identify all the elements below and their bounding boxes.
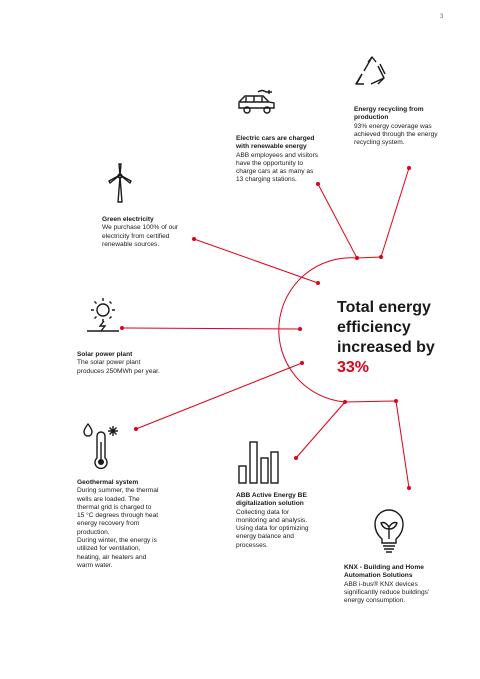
electric-cars-title: Electric cars are charged with renewable energy: [236, 135, 315, 151]
knx-title: KNX - Building and Home Automation Solutions: [344, 564, 424, 580]
energy-recycling-desc: 93% energy coverage was achieved through the energy recycling system.: [354, 122, 438, 147]
geothermal-desc: During summer, the thermal wells are loaded. The thermal grid is charged to 15 °C degrees through heat energy recovery from production. During winter, the energy is utilized for ventilation, heating, air heaters and warm water.: [77, 487, 159, 569]
green-electricity-block: [102, 216, 178, 249]
headline-percent: 33%: [337, 359, 370, 376]
solar-power-title: Solar power plant: [77, 351, 133, 358]
wind-turbine-icon: [106, 163, 134, 203]
recycle-icon: [354, 56, 390, 90]
geothermal-title: Geothermal system: [77, 479, 139, 486]
solar-power-desc: The solar power plant produces 250MWh per year.: [77, 359, 160, 375]
headline-line-2: efficiency: [337, 319, 411, 336]
solar-power-block: [77, 351, 160, 376]
headline: [337, 298, 435, 378]
electric-cars-desc: ABB employees and visitors have the opportunity to charge cars at as many as 13 charging stations.: [236, 151, 319, 184]
knx-block: [344, 564, 429, 605]
solar-icon: [84, 296, 122, 334]
page-number: 3: [440, 14, 444, 20]
active-energy-block: [236, 492, 309, 550]
active-energy-desc: Collecting data for monitoring and analysis. Using data for optimizing energy balance and processes.: [236, 508, 309, 549]
thermometer-icon: [80, 422, 126, 470]
green-electricity-desc: We purchase 100% of our electricity from certified renewable sources.: [102, 224, 179, 248]
electric-cars-block: [236, 135, 318, 185]
energy-recycling-title: Energy recycling from production: [354, 106, 424, 122]
geothermal-block: [77, 479, 158, 570]
knx-desc: ABB i-bus® KNX devices significantly reduce buildings' energy consumption.: [344, 580, 430, 605]
headline-line-3: increased by: [337, 339, 435, 356]
electric-car-icon: [236, 88, 278, 118]
active-energy-title: ABB Active Energy BE digitalization solution: [236, 492, 307, 508]
bar-chart-icon: [238, 440, 280, 484]
energy-recycling-block: [354, 106, 438, 147]
green-electricity-title: Green electricity: [102, 216, 154, 223]
lightbulb-icon: [374, 509, 404, 553]
headline-line-1: Total energy: [337, 299, 431, 316]
